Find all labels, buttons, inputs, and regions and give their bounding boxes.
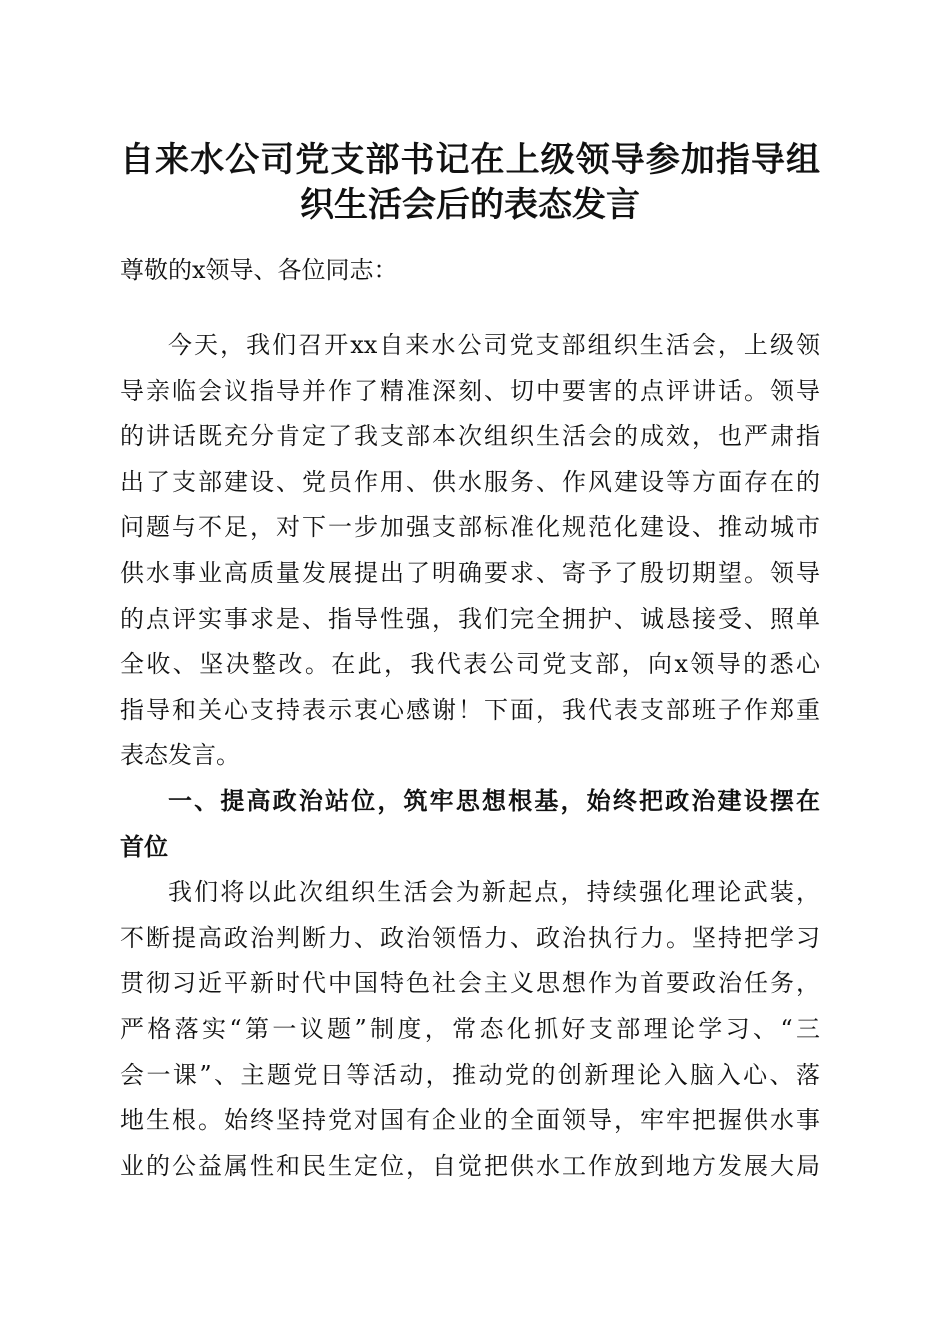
greeting: 尊敬的x领导、各位同志： — [120, 256, 398, 284]
paragraph-line: 贯彻习近平新时代中国特色社会主义思想作为首要政治任务， — [120, 969, 820, 998]
paragraph-line: 供水事业高质量发展提出了明确要求、寄予了殷切期望。领导 — [120, 559, 820, 587]
paragraph-line: 表态发言。 — [120, 741, 240, 770]
paragraph-line: 我们将以此次组织生活会为新起点，持续强化理论武装， — [168, 878, 820, 907]
paragraph-line: 地生根。始终坚持党对国有企业的全面领导，牢牢把握供水事 — [120, 1106, 820, 1135]
paragraph-line: 严格落实“第一议题”制度，常态化抓好支部理论学习、“三 — [120, 1015, 820, 1043]
paragraph-line: 指导和关心支持表示衷心感谢！下面，我代表支部班子作郑重 — [120, 695, 820, 724]
document-title-line: 织生活会后的表态发言 — [300, 185, 640, 225]
paragraph-line: 业的公益属性和民生定位，自觉把供水工作放到地方发展大局 — [120, 1151, 820, 1180]
paragraph-line: 全收、坚决整改。在此，我代表公司党支部，向x领导的悉心 — [120, 650, 820, 679]
section-heading-line: 首位 — [120, 832, 168, 861]
paragraph-line: 问题与不足，对下一步加强支部标准化规范化建设、推动城市 — [120, 513, 820, 542]
section-heading-line: 一、提高政治站位，筑牢思想根基，始终把政治建设摆在 — [168, 787, 820, 815]
paragraph-line: 的点评实事求是、指导性强，我们完全拥护、诚恳接受、照单 — [120, 604, 820, 633]
paragraph-line: 导亲临会议指导并作了精准深刻、切中要害的点评讲话。领导 — [120, 376, 820, 405]
document-title-line: 自来水公司党支部书记在上级领导参加指导组 — [120, 140, 820, 180]
paragraph-line: 的讲话既充分肯定了我支部本次组织生活会的成效，也严肃指 — [120, 422, 820, 451]
paragraph-line: 会一课”、主题党日等活动，推动党的创新理论入脑入心、落 — [120, 1060, 820, 1089]
paragraph-line: 出了支部建设、党员作用、供水服务、作风建设等方面存在的 — [120, 467, 820, 496]
paragraph-line: 今天，我们召开xx自来水公司党支部组织生活会，上级领 — [168, 331, 820, 359]
paragraph-line: 不断提高政治判断力、政治领悟力、政治执行力。坚持把学习 — [120, 923, 820, 952]
